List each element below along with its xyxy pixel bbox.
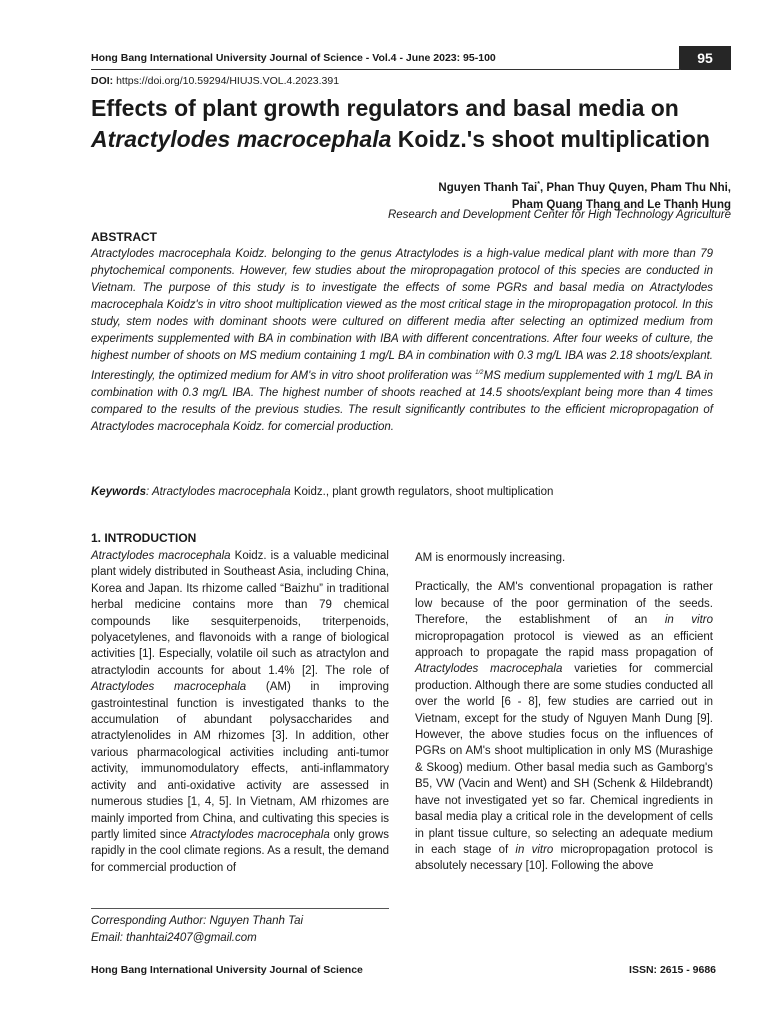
corresponding-author-note (91, 913, 303, 947)
species-name: Atractylodes macrocephala (415, 663, 563, 676)
intro-text: micropropagation protocol is viewed as an efficient approach to propagate the rapid mass propagation of (415, 630, 713, 660)
doi-line (91, 75, 339, 87)
footer-issn: ISSN: 2615 - 9686 (629, 964, 716, 976)
authors-line-1-rest: , Phan Thuy Quyen, Pham Thu Nhi, (539, 181, 731, 194)
abstract-body (91, 246, 713, 436)
intro-paragraph-1 (91, 548, 389, 876)
journal-header: Hong Bang International University Journal of Science - Vol.4 - June 2023: 95-100 (91, 52, 496, 64)
in-vitro-term: in vitro (664, 614, 713, 627)
intro-text: micropropagation protocol is absolutely necessary [10]. Following the above (415, 843, 713, 873)
header-divider (91, 69, 681, 70)
keywords-rest: Koidz., plant growth regulators, shoot multiplication (290, 486, 554, 498)
intro-text: Practically, the AM's conventional propagation is rather low because of the poor germination of the seeds. Therefore, the establishment of an (415, 581, 713, 627)
intro-left-column (91, 548, 389, 876)
paper-title (91, 93, 731, 155)
corresponding-email[interactable]: Email: thanhtai2407@gmail.com (91, 932, 257, 944)
author-first: Nguyen Thanh Tai (438, 181, 538, 194)
abstract-text-b: MS medium supplemented with 1 mg/L BA in combination with 0.3 mg/L IBA. The highest number of shoots reached at 14.5 shoots/explant being more than 4 times compared to the results of the previous studies. The result significantly contributes to the efficient micropropagation of Atractylodes macrocephala Koidz. for comercial production. (91, 369, 713, 433)
keywords-species: Atractylodes macrocephala (151, 486, 291, 498)
intro-text: only grows rapidly in the cool climate regions. As a result, the demand for commercial production of (91, 828, 389, 874)
footnote-divider (91, 908, 389, 909)
title-species: Atractylodes macrocephala (91, 126, 392, 152)
intro-text: varieties for commercial production. Although there are some studies conducted all over the world [6 - 8], few studies are carried out in Vietnam, except for the study of Nguyen Manh Dung [9]. However, the above studies focus on the influences of PGRs on AM's shoot multiplication in only MS (Murashige & Skoog) medium. Other basal media such as Gamborg's B5, VW (Vacin and Went) and SH (Schenk & Hildebrandt) have not investigated yet so far. Chemical ingredients in basal media play a critical role in the development of cells in plant tissue culture, so selecting an adequate medium in each stage of (415, 663, 713, 856)
affiliation: Research and Development Center for High Technology Agriculture (387, 209, 731, 221)
intro-paragraph-2 (415, 579, 713, 874)
authors-line-2: Pham Quang Thang and Le Thanh Hung (511, 198, 731, 211)
title-line-1: Effects of plant growth regulators and basal media on (91, 95, 679, 121)
page-number-badge: 95 (679, 46, 731, 70)
corresponding-mark: * (537, 181, 540, 188)
abstract-text-a: Atractylodes macrocephala Koidz. belonging to the genus Atractylodes is a high-value medical plant with more than 79 phytochemical components. However, few studies about the miropropagation protocol of this species are conducted in Vietnam. The purpose of this study is to investigate the effects of some PGRs and basal media on Atractylodes macrocephala Koidz's in vitro shoot multiplication viewed as the most critical stage in the miropropagation protocol. In this study, stem nodes with dominant shoots were cultured on different media after selecting an optimized medium from experiments supplemented with BA in combination with IBA with different concentrations. After four weeks of culture, the highest number of shoots on MS medium containing 1 mg/L BA in combination with 0.3 mg/L IBA was 2.18 shoots/explant. Interestingly, the optimized medium for AM's in vitro shoot proliferation was (91, 248, 713, 382)
abstract-sup: 1/2 (475, 370, 484, 376)
intro-text: (AM) in improving gastrointestinal function is investigated thanks to the accumulation of abundant polysaccharides and atractylenolides in AM rhizomes [3]. In addition, other various pharmacological activities including anti-tumor activity, immunomodulatory effects, anti-inflammatory activity and anti-oxidative activity are assessed in numerous studies [1, 4, 5]. In Vietnam, AM rhizomes are mainly imported from China, and cultivating this species is partly limited since (91, 681, 389, 841)
in-vitro-term: in vitro (515, 843, 554, 856)
section-heading-introduction: 1. INTRODUCTION (91, 531, 197, 545)
corresponding-author: Corresponding Author: Nguyen Thanh Tai (91, 915, 304, 927)
intro-text: Koidz. is a valuable medicinal plant widely distributed in Southeast Asia, including China, Korea and Japan. Its rhizome called “Baizhu” in traditional herbal medicine contains more than 79 chemical compounds like sesquiterpenoids, triterpenoids, polyacetylenes, and flavonoids with a range of biological activities [1]. Especially, volatile oil such as atractylon and atractylodin accounts for about 1.4% [2]. The role of (91, 550, 389, 677)
keywords-line (91, 486, 731, 498)
title-line-2: Koidz.'s shoot multiplication (391, 126, 710, 152)
keywords-sep: : (145, 486, 152, 498)
species-name: Atractylodes macrocephala (91, 681, 247, 694)
species-name: Atractylodes macrocephala (91, 550, 231, 562)
keywords-label: Keywords (91, 486, 146, 498)
doi-link[interactable]: https://doi.org/10.59294/HIUJS.VOL.4.2023.391 (116, 75, 340, 87)
abstract-heading: ABSTRACT (91, 230, 157, 244)
footer-journal: Hong Bang International University Journal of Science (91, 964, 363, 976)
intro-right-column (415, 550, 713, 875)
doi-label: DOI: (91, 75, 114, 87)
intro-paragraph-continued: AM is enormously increasing. (415, 552, 566, 564)
species-name: Atractylodes macrocephala (190, 828, 330, 841)
